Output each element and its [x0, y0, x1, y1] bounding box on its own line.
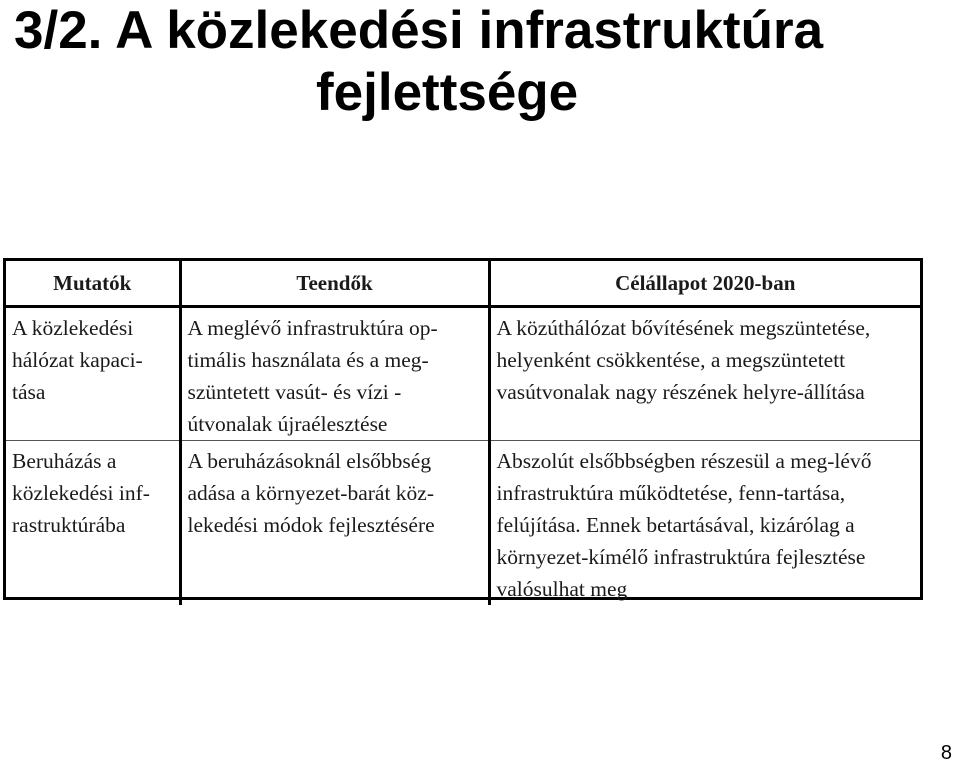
- column-header-indicators: Mutatók: [6, 261, 180, 307]
- page-number: 8: [940, 742, 952, 764]
- column-header-tasks: Teendők: [180, 261, 489, 307]
- table-row: [6, 307, 920, 441]
- indicators-table-image: [3, 258, 923, 600]
- cell-target: A közúthálózat bővítésének megszüntetése, helyenként csökkentése, a megszüntetett vasútvonalak nagy részének helyre-állítása: [489, 307, 920, 441]
- cell-indicator: Beruházás a közlekedési inf-rastruktúrába: [12, 449, 150, 537]
- cell-target: Abszolút elsőbbségben részesül a meg-lévő infrastruktúra működtetése, fenn-tartása, felújítása. Ennek betartásával, kizárólag a környezet-kímélő infrastruktúra fejlesztése valósulhat meg: [489, 441, 920, 606]
- table-header-row: [6, 261, 920, 307]
- cell-tasks: A beruházásoknál elsőbbség adása a környezet-barát köz-lekedési módok fejlesztésére: [180, 441, 489, 606]
- indicators-table: [6, 261, 920, 605]
- column-header-target-2020: Célállapot 2020-ban: [489, 261, 920, 307]
- slide-title-line-1: 3/2. A közlekedési infrastruktúra: [14, 1, 824, 60]
- cell-indicator: A közlekedési hálózat kapaci-tása: [6, 307, 180, 441]
- cell-tasks: A meglévő infrastruktúra op-timális használata és a meg-szüntetett vasút- és vízi - útvonalak újraélesztése: [180, 307, 489, 441]
- slide-title-line-2: fejlettsége: [316, 63, 579, 122]
- table-row: [6, 441, 920, 606]
- slide-title: [14, 0, 954, 124]
